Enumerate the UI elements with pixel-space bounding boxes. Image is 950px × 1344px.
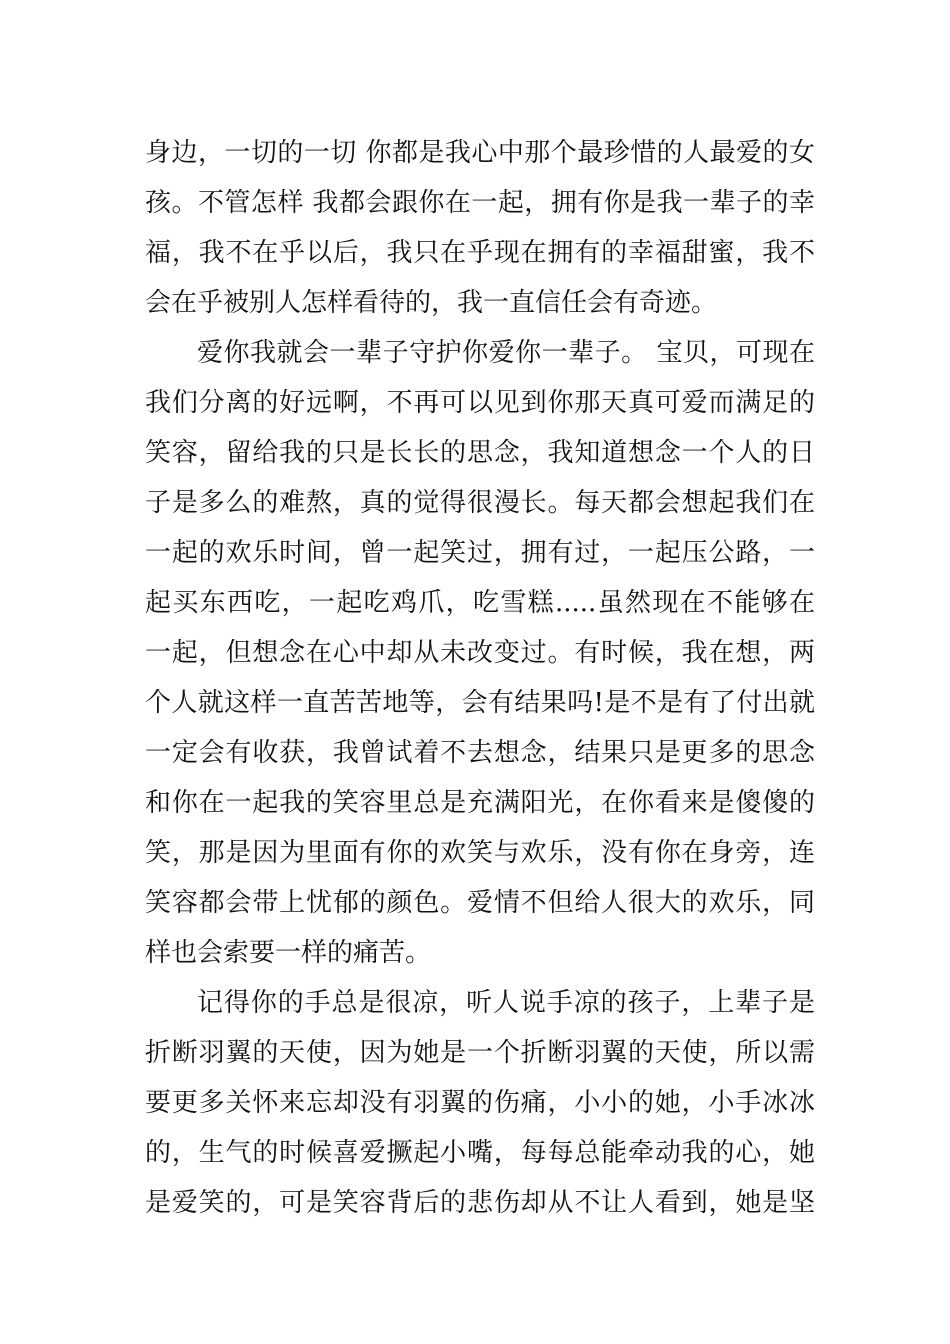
text-line: 折断羽翼的天使，因为她是一个折断羽翼的天使，所以需 xyxy=(145,1038,815,1068)
text-line: 孩。不管怎样 我都会跟你在一起，拥有你是我一辈子的幸 xyxy=(145,188,815,218)
text-line: 子是多么的难熬，真的觉得很漫长。每天都会想起我们在 xyxy=(145,488,815,518)
text-line: 记得你的手总是很凉，听人说手凉的孩子，上辈子是 xyxy=(197,988,815,1018)
text-line: 笑容，留给我的只是长长的思念，我知道想念一个人的日 xyxy=(145,438,815,468)
text-line: 一起，但想念在心中却从未改变过。有时候，我在想，两 xyxy=(145,638,815,668)
text-line: 个人就这样一直苦苦地等，会有结果吗!是不是有了付出就 xyxy=(145,688,815,718)
text-line: 笑，那是因为里面有你的欢笑与欢乐，没有你在身旁，连 xyxy=(145,838,815,868)
text-line: 和你在一起我的笑容里总是充满阳光，在你看来是傻傻的 xyxy=(145,788,815,818)
text-line: 我们分离的好远啊，不再可以见到你那天真可爱而满足的 xyxy=(145,388,815,418)
text-line: 一定会有收获，我曾试着不去想念，结果只是更多的思念 xyxy=(145,738,815,768)
text-line: 起买东西吃，一起吃鸡爪，吃雪糕.....虽然现在不能够在 xyxy=(145,588,815,618)
text-line: 爱你我就会一辈子守护你爱你一辈子。 宝贝，可现在 xyxy=(197,338,815,368)
text-line: 一起的欢乐时间，曾一起笑过，拥有过，一起压公路，一 xyxy=(145,538,815,568)
text-line: 是爱笑的，可是笑容背后的悲伤却从不让人看到，她是坚 xyxy=(145,1188,815,1218)
text-line: 的，生气的时候喜爱撅起小嘴，每每总能牵动我的心，她 xyxy=(145,1138,815,1168)
paragraph-2 xyxy=(145,328,815,978)
text-line: 福，我不在乎以后，我只在乎现在拥有的幸福甜蜜，我不 xyxy=(145,238,815,268)
paragraph-3 xyxy=(145,978,815,1228)
text-line: 笑容都会带上忧郁的颜色。爱情不但给人很大的欢乐，同 xyxy=(145,888,815,918)
document-body xyxy=(145,128,815,1228)
paragraph-1 xyxy=(145,128,815,328)
text-line: 会在乎被别人怎样看待的，我一直信任会有奇迹。 xyxy=(145,288,718,318)
text-line: 身边，一切的一切 你都是我心中那个最珍惜的人最爱的女 xyxy=(145,138,815,168)
text-line: 要更多关怀来忘却没有羽翼的伤痛，小小的她，小手冰冰 xyxy=(145,1088,815,1118)
text-line: 样也会索要一样的痛苦。 xyxy=(145,938,432,968)
